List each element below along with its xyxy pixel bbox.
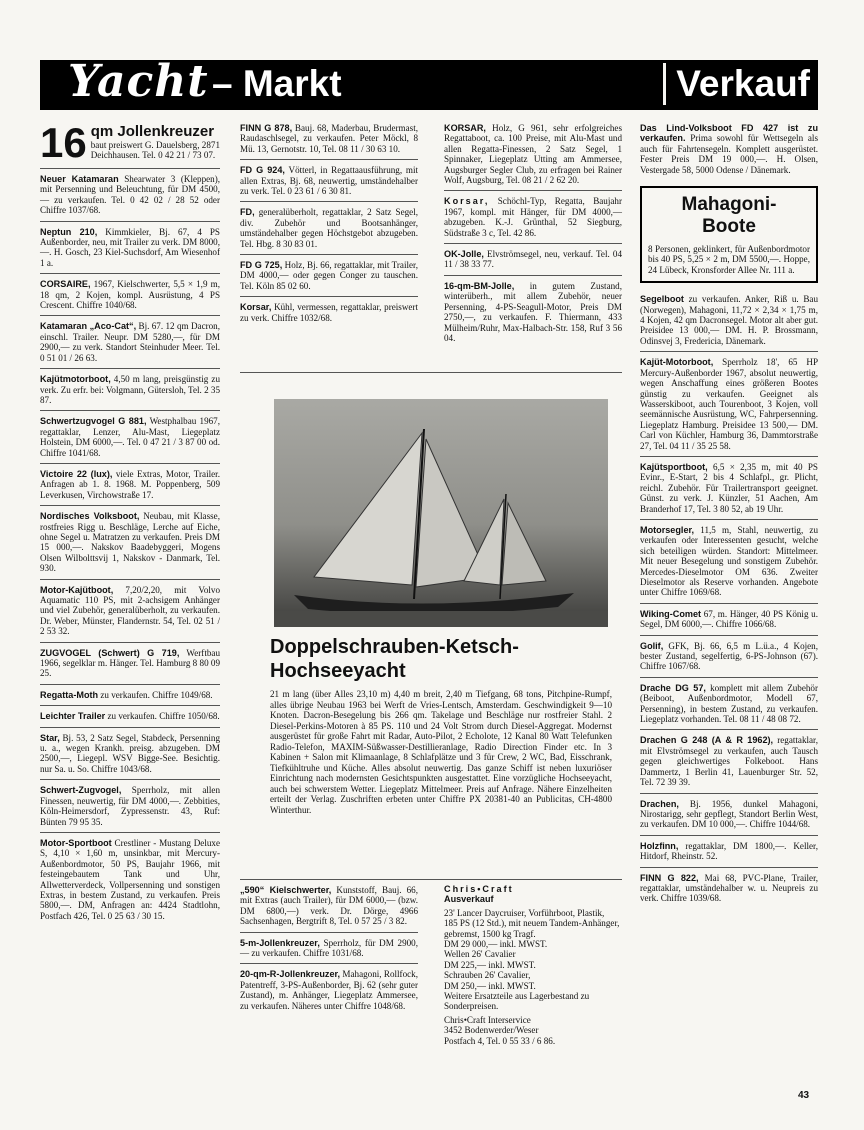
ad-text: viele Extras, Motor, Trailer. Anfragen ab 1. 8. 1968. M. Poppenberg, 509 Leverkusen, Virchowstraße 17. [40,468,220,500]
column-4 [640,118,818,909]
ad-number: 16 [40,119,87,166]
classified-ad [640,836,818,868]
chriscraft-line: 3452 Bodenwerder/Weser [444,1025,539,1036]
chriscraft-line: DM 225,— inkl. MWST. [444,959,536,970]
classified-ad [240,297,418,328]
ad-text: Bj. 1956, dunkel Mahagoni, Nirostarigg, sehr gepflegt, Standort Berlin West, zu verkaufen. DM 10 000,—. Chiffre 1044/68. [640,798,818,830]
chriscraft-ad [444,880,620,1046]
classified-ad [240,160,418,202]
classified-ad [640,520,818,604]
jollenkreuzer-ad [40,118,220,169]
chriscraft-line: Schrauben 26' Cavalier, [444,970,531,981]
ad-head: Schwertzugvogel G 881, [40,416,147,427]
ad-head: Kajütsportboot, [640,461,708,472]
ad-head: Holzfinn, [640,840,679,851]
chriscraft-line: DM 250,— inkl. MWST. [444,980,536,991]
classified-ad [640,868,818,909]
classified-ad [240,202,418,255]
ad-text: 4,50 m lang, preisgünstig zu verk. Zu erfr. bei: Volgmann, Gütersloh, Tel. 2 35 87. [40,374,220,405]
classified-ad [640,352,818,457]
classified-ad [40,833,220,926]
classified-ad [40,580,220,643]
chriscraft-line: 23' Lancer Daycruiser, Vorführboot, Plastik, 185 PS (12 Std.), mit neuem Tandem-Anhänger, gebremst, 1500 kg Tragf. [444,907,620,939]
ad-head: Nordisches Volksboot, [40,511,140,522]
ad-text: baut preiswert G. Dauelsberg, 2871 Deichhausen. Tel. 0 42 21 / 73 07. [90,140,220,161]
ad-text: Neubau, mit Klasse, rostfreies Rigg u. Beschläge, Lerche auf Eiche, ohne Segel u. Matratzen zu verkaufen. Preis DM 15 000,—. Nakskov Baadebyggeri, Mogens Olsen Wilbolttsvij 1, Nakskov - Danmark, Tel. 930. [40,511,220,574]
ad-head: Drachen, [640,798,679,809]
ad-text: Holz, G 961, sehr erfolgreiches Regattaboot, ca. 100 Preise, mit Alu-Mast und allen Regatta-Finessen, 2 Satz Segel, 1 Spinnaker, Liegeplatz Utting am Ammersee, Augsburger Segler Club, zu erfragen bei Rainer Wolf, Augsburg, Tel. 08 21 / 2 62 20. [444,123,622,186]
sailboat-illustration [274,399,608,627]
chriscraft-line: Postfach 4, Tel. 0 55 33 / 6 86. [444,1035,556,1046]
classified-ad [40,464,220,506]
ad-text: Bauj. 68, Maderbau, Brudermast, Raudaschlsegel, zu verkaufen. Peter Möckl, 8 Mü. 13, Gernotstr. 10, Tel. 08 11 / 30 63 10. [240,123,418,154]
ad-head: FINN G 822, [640,872,699,883]
mahagoni-boote-ad [640,186,818,283]
ad-head: Motorsegler, [640,524,695,535]
ketsch-feature-ad [240,372,622,880]
classified-ad [40,780,220,833]
ad-text: Kunststoff, Bauj. 66, mit Extras (auch Trailer), für DM 6000,— (bzw. DM 6800,—) verk. Dr. Dörge, 4966 Sachsenhagen, Bergtrift 8, Tel. 0 57 25 / 3 82. [240,885,418,927]
column-2 [240,118,418,328]
ad-text: Holz, Bj. 66, regattaklar, mit Trailer, DM 4000,— oder gegen Conger zu tauschen. Tel. Köln 85 02 60. [240,260,418,291]
yacht-markt-banner [40,56,818,110]
ad-head: Drache DG 57, [640,682,706,693]
ad-text: 1967, Kielschwerter, 5,5 × 1,9 m, 18 qm, 2 Kojen, kompl. Ausrüstung, 4 PS Crescent. Chiffre 1040/68. [40,279,220,311]
ad-head: CORSAIRE, [40,279,91,290]
ad-head: Drachen G 248 (A & R 1962), [640,735,774,746]
ad-text: 6,5 × 2,35 m, mit 40 PS Evinr., E-Start, 2 bis 4 Schlafpl., gr. Plicht, reichl. Zubehör. Für Trailertransport geeignet. Günst. zu verk. J. Künzler, 51 Aachen, Am Branderhof 17, Tel. 3 80 52, ab 19 Uhr. [640,461,818,514]
classified-ad [640,289,818,352]
ad-text: Werftbau 1966, segelklar m. Hänger. Tel. Hamburg 8 80 09 25. [40,647,220,679]
ad-text: Kimmkieler, Bj. 67, 4 PS Außenborder, neu, mit Trailer zu verk. DM 8000,—. H. Gosch, 23 Kiel-Suchsdorf, Am Wiesenhof 1 a. [40,226,220,268]
ad-head: Regatta-Moth [40,689,99,700]
classified-ad [444,244,622,276]
ad-head: Wiking-Comet [640,608,702,619]
classified-ad [240,964,418,1016]
classified-ad [40,706,220,727]
ad-text: Sperrholz 18', 65 HP Mercury-Außenborder 1967, absolut neuwertig, wegen Anschaffung eines größeren Bootes günstig zu verkaufen. Geeignet als Wasserskiboot, auch Tourenboot, 3 Kojen, voll seemännische Ausrüstung, WC, Fahrpersenning. Liegeplatz Hamburg. Preisidee 13 500,— DM. Carl von Küchler, Hamburg 36, Dammtorstraße 27, Tel. 04 11 / 35 25 58. [640,357,818,451]
ad-text: GFK, Bj. 66, 6,5 m L.ü.a., 4 Kojen, bester Zustand, segelfertig, 6-PS-Johnson (67). Chiffre 1067/68. [640,640,818,672]
classified-ad [40,506,220,579]
yacht-logo-text: Yacht [68,56,209,107]
ad-head: Schwert-Zugvogel, [40,785,122,796]
ad-text: regattaklar, DM 1800,—. Keller, Hitdorf, Rheinstr. 52. [640,840,818,862]
chriscraft-line: Chris•Craft Interservice [444,1014,531,1025]
chriscraft-line: Wellen 26' Cavalier [444,949,516,960]
ad-text: Schöchl-Typ, Regatta, Baujahr 1967, kompl. mit Hänger, für DM 4000,— abzugeben. K.-J. Grünthal, 52 Siegburg, Südstraße 3 c, Tel. 42 86. [444,196,622,238]
ad-head: „590“ Kielschwerter, [240,885,332,895]
ad-head: FD G 725, [240,260,283,271]
ad-text: zu verkaufen. Chiffre 1049/68. [98,689,213,700]
classified-ad [240,255,418,297]
classified-ad [444,276,622,348]
ad-text: 11,5 m, Stahl, neuwertig, zu verkaufen oder Interessenten gesucht, welche sich beteiligen würden. Standort: Mittelmeer. Mit neuer Besegelung und sonstigem Zubehör. Mercedes-Dieselmotor OM 636. Zweiter Dieselmotor als Reserve vorhanden. Angebote unter Chiffre 1069/68. [640,524,818,598]
ad-head: Neptun 210, [40,226,98,237]
page-number: 43 [798,1090,810,1101]
ad-head: Neuer Katamaran [40,174,119,184]
ad-text: regattaklar, mit Elvströmsegel zu verkaufen, auch Tausch gegen gleichwertiges Folkeboot. Hans Dammertz, 1 Berlin 41, Lauenburger Str. 52, Tel. 72 39 39. [640,735,818,788]
ad-head: Motor-Sportboot [40,837,112,848]
ad-head: FINN G 878, [240,123,293,133]
ad-text: Prima sowohl für Wettsegeln als auch für Fahrtensegeln. Komplett ausgerüstet. Fester Preis DM 19 000,—. H. Olsen, Vestergade 58, 5000 Odense / Dänemark. [640,133,818,175]
ad-text: zu verkaufen. Anker, Riß u. Bau (Norwegen), Mahagoni, 11,72 × 2,34 × 1,75 m, 4 Kojen, 42 qm Dacronsegel. Motor alt aber gut. Preisidee 13 000,— DM. H. P. Brossmann, Odinsvej 3, Fredericia, Dänemark. [640,294,818,346]
ad-head: FD G 924, [240,165,285,176]
verkauf-heading: Verkauf [663,63,818,105]
classified-ad [40,685,220,706]
classified-ad [640,604,818,636]
classified-ad [240,118,418,160]
chriscraft-line: DM 29 000,— inkl. MWST. [444,939,548,950]
chriscraft-subtitle: Ausverkauf [444,894,494,905]
classified-ad [40,728,220,781]
ad-head: 20-qm-R-Jollenkreuzer, [240,969,341,980]
ad-head: Kajüt-Motorboot, [640,357,714,368]
ad-text: Vötterl, in Regattaausführung, mit allen Extras, Bj. 68, neuwertig, umständehalber zu verk. Tel. 0 23 61 / 6 30 81. [240,165,418,197]
ad-head: Leichter Trailer [40,711,106,722]
ad-text: Shearwater 3 (Kleppen), mit Persenning und Beleuchtung, für DM 4500,— zu verkaufen. Tel. 0 42 02 / 28 52 oder Chiffre 1037/68. [40,174,221,216]
ad-text: Sperrholz, mit allen Finessen, neuwertig, für DM 4000,—. Zebbities, Köln-Heimersdorf, Zypressenstr. 43, Ruf: Bünten 79 95 35. [40,785,220,827]
classified-ad [40,169,220,222]
classified-ad [640,636,818,678]
ad-text: Elvströmsegel, neu, verkauf. Tel. 04 11 / 38 33 77. [444,249,622,270]
lind-volksboot-ad [640,118,818,180]
classified-ad [444,118,622,191]
ad-text: Mai 68, PVC-Plane, Trailer, regattaklar, umständehalber w. u. Neupreis zu verk. Chiffre 1039/68. [640,872,819,904]
ad-head: Korsar, [444,196,490,207]
ad-text: Crestliner - Mustang Deluxe S, 4,10 × 1,60 m, unsinkbar, mit Mercury-Außenbordmotor, 50 PS, Baujahr 1966, mit festeingebautem Tank und Uhr, Allwetterverdeck, Vollpersenning und sonstigen Extras, in bestem Zustand, zu verkaufen. Preis 5800,—. DM, Anfragen an: 4424 Stadtlohn, Postfach 426, Tel. 0 25 63 / 30 15. [40,837,220,921]
classified-ad [40,369,220,411]
bottom-column-2 [240,880,418,1016]
classified-ad [444,191,622,244]
ad-head: Motor-Kajütboot, [40,584,114,595]
ad-text: in gutem Zustand, winterüberh., mit allem Zubehör, neuer Persenning, 4-PS-Seagull-Motor, Preis DM 2750,—, zu verkaufen. F. Thiermann, 433 Mülheim/Ruhr, Max-Halbach-Str. 158, Ruf 3 56 04. [444,280,622,343]
ad-head: OK-Jolle, [444,249,484,260]
ad-head: 16-qm-BM-Jolle, [444,280,515,291]
classified-ad [640,794,818,836]
mahagoni-title-1: Mahagoni- [681,194,777,216]
classified-ad [40,316,220,369]
feature-text: 21 m lang (über Alles 23,10 m) 4,40 m breit, 2,40 m Tiefgang, 68 tons, Pitchpine-Rumpf, alles übrige Neubau 1963 bei Werft de Vries-Lentsch, Amsterdam. Geschwindigkeit 9—10 Knoten. Dacron-Besegelung bis 266 qm. Takelage und Beschläge nur rostfreier Stahl. 2 Diesel-Perkins-Motoren à 85 PS. 110 und 24 Volt Strom durch Diesel-Aggregat. Modernst ausgerüstet für große Fahrt mit Radar, Auto-Pilot, 2 Echolote, 12 Kanal 80 Watt Telefunken Radio-Telefon, MAXIM-Süßwasser-Destillieranlage, Radio Direction Finder etc. In 3 Kabinen + Salon mit Klimaanlage, 8 Schlafplätze und 3 für Crew, 2 WC, Bad, Eisschrank, Tiefkühltruhe und Küche. Alles absolut neuwertig. Das ganze Schiff ist neben luxuriöser Einrichtung nach modernsten Gesichtspunkten ausgestattet. Eine vorzügliche Hochseeyacht, auch bei schwerstem Wetter. Liegeplatz Mittelmeer. Preis auf Anfrage. Nähere Einzelheiten erteilt der Verlag. Zuschriften erbeten unter Chiffre PX 20381-40 an Publicitas, CH-4800 Winterthur. [270,689,612,815]
feature-title: Doppelschrauben-Ketsch-Hochseeyacht [270,636,519,682]
classified-ad [40,274,220,316]
classified-ad [240,880,418,933]
classified-ad [640,457,818,520]
ketsch-yacht-photo [274,399,608,627]
ad-text: Westphalbau 1967, regattaklar, Lenzer, Alu-Mast, Liegeplatz Holstein, DM 6000,—. Tel. 0 47 21 / 3 87 00 od. Chiffre 1041/68. [40,416,221,458]
ad-text: zu verkaufen. Chiffre 1050/68. [105,711,220,722]
chriscraft-line: Weitere Ersatzteile aus Lagerbestand zu Sonderpreisen. [444,991,590,1012]
column-1 [40,118,220,926]
ad-text: Mahagoni, Rollfock, Patentreff, 3-PS-Außenborder, Bj. 62 (sehr guter Zustand), m. Anhänger, Liegeplatz Ammersee, zu verkaufen. Näheres unter Chiffre 1048/68. [240,969,418,1011]
ad-head: FD, [240,207,255,218]
ad-text: 7,20/2,20, mit Volvo Aquamatic 110 PS, mit 2-achsigem Anhänger und viel Zubehör, generalüberholt, zu verkaufen. Dr. Weber, Münster, Flandernstr. 54, Tel. 02 51 / 2 53 32. [40,584,220,637]
markt-heading: – Markt [212,63,342,104]
ad-head: Das Lind-Volksboot FD 427 ist zu verkaufen. [640,123,818,144]
ad-head: Segelboot [640,294,684,305]
ad-head: Golif, [640,640,664,651]
classified-ad [40,222,220,275]
classified-ad [40,643,220,685]
ad-head: Star, [40,732,60,743]
ad-text: generalüberholt, regattaklar, 2 Satz Segel, div. Zubehör und Bootsanhänger, umständehalber gegen Höchstgebot abzugeben. Tel. Hbg. 8 30 83 01. [240,207,418,249]
mahagoni-text: 8 Personen, geklinkert, für Außenbordmotor bis 40 PS, 5,25 × 2 m, DM 5500,—. Hoppe, 24 Lübeck, Kronsforder Allee Nr. 111 a. [648,244,810,275]
classified-ad [640,730,818,793]
classified-ad [40,411,220,464]
ad-text: 67, m. Hänger, 40 PS König u. Segel, DM 6000,—. Chiffre 1066/68. [640,608,818,630]
ad-head: Kajütmotorboot, [40,374,111,385]
chriscraft-title: Chris•Craft [444,884,514,894]
ad-head: ZUGVOGEL (Schwert) G 719, [40,647,180,658]
ad-text: Sperrholz, für DM 2900,— zu verkaufen. Chiffre 1031/68. [240,937,418,959]
ad-text: komplett mit allem Zubehör (Beiboot, Außenbordmotor, Modell 67, Persenning), in bestem Zustand, zu verkaufen. Liegeplatz vorhanden. Tel. 08 11 / 48 08 72. [640,682,819,725]
classified-ad [640,678,818,731]
ad-text: Kühl, vermessen, regattaklar, preiswert zu verk. Chiffre 1032/68. [240,302,418,323]
ad-title: qm Jollenkreuzer [90,123,215,140]
ad-head: Katamaran „Aco-Cat“, [40,321,137,332]
classified-ad [240,933,418,965]
mahagoni-title-2: Boote [702,216,756,238]
ad-head: Korsar, [240,302,272,313]
ad-head: 5-m-Jollenkreuzer, [240,937,320,948]
column-3 [444,118,622,348]
ad-text: Bj. 67. 12 qm Dacron, einschl. Trailer. Neupr. DM 5280,—, für DM 2900,— zu verk. Standort Steinhuder Meer. Tel. 0 51 01 / 26 63. [40,321,220,363]
ad-head: Victoire 22 (lux), [40,468,113,479]
ad-text: Bj. 53, 2 Satz Segel, Stabdeck, Persenning u. a., wegen Krankh. preisg. abzugeben. DM 2500,—, Liegepl. WSV Bigge-See. Besichtig. nur Sa. u. So. Chiffre 1043/68. [40,732,220,774]
ad-head: KORSAR, [444,123,486,133]
